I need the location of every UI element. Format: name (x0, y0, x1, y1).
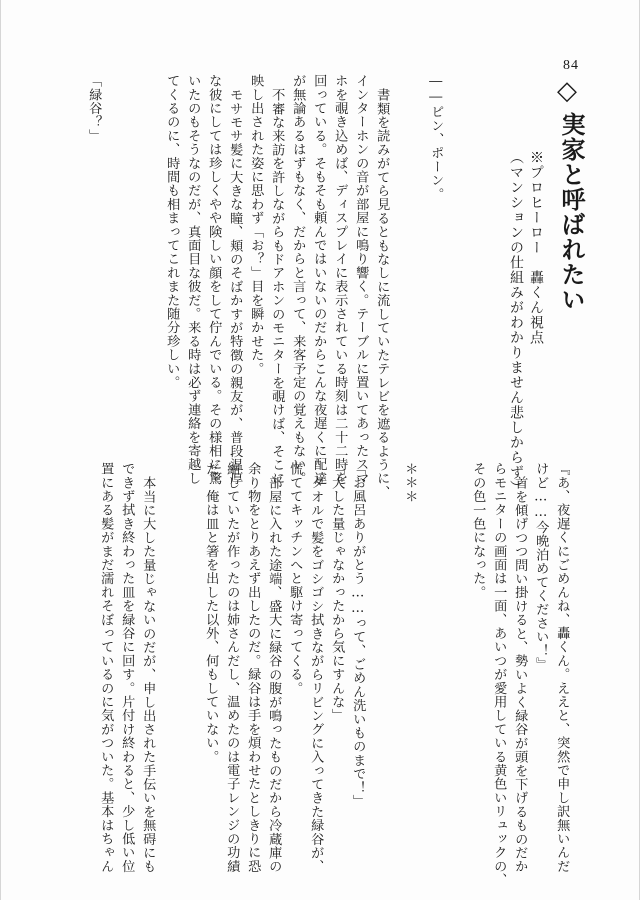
body-line: 書類を読みがてら見るともなしに流していたテレビを遮るように、 (374, 88, 390, 499)
body-line: いたのもそうなのだが、真面目な彼だ。来る時は必ず連絡を寄越し (185, 74, 201, 485)
body-line: ホを覗き込めば、ディスプレイに表示されている時刻は二十二時を (332, 74, 348, 485)
body-line: できず拭き終わった皿を緑谷に回す。片付け終わると、少し低い位 (119, 462, 135, 873)
diamond-icon: ◇ (557, 76, 577, 106)
body-line: タオルで髪をゴシゴシ拭きながらリビングに入ってきた緑谷が、 (308, 476, 324, 874)
body-line: 不審な来訪を許しながらもドアホンのモニターを覗けば、そこに (269, 88, 285, 486)
body-line: 首を傾げつつ問い掛けると、勢いよく緑谷が頭を下げるものだか (512, 476, 528, 874)
chime-text: ――ピン、ポーン。 (428, 74, 444, 201)
body-line: 余り物をとりあえず出したのだ。緑谷は手を煩わせたとしきりに恐 (245, 462, 261, 873)
body-line: 映し出された姿に思わず「お？」目を瞬かせた。 (248, 74, 264, 376)
body-line: が無論あるはずもなく、だからと言って、来客予定の覚えもない。 (290, 74, 306, 485)
body-line: な彼にしては珍しくやや険しい顔をして佇んでいる。その様相に驚 (206, 74, 222, 485)
chapter-title: 実家と呼ばれたい (557, 112, 585, 312)
body-line: 慌ててキッチンへと駆け寄ってくる。 (287, 462, 303, 695)
body-line: けど……今晩泊めてください！』 (533, 462, 549, 672)
body-line: 部屋に入れた途端、盛大に緑谷の腹が鳴ったものだから冷蔵庫の (266, 476, 282, 874)
body-line: 『あ、夜遅くにごめんね、轟くん。ええと、突然で申し訳無いんだ (554, 462, 570, 873)
body-line: 置にある髪がまだ濡れそぼっているのに気がついた。基本はちゃん (98, 462, 114, 873)
body-line: 「大した量じゃなかったから気にすんな」 (329, 462, 345, 723)
body-line: 「お風呂ありがとう……って、ごめん洗いものまで！」 (350, 462, 366, 809)
body-line: 「緑谷？」 (86, 74, 102, 143)
chapter-subtitle: ※プロヒーロー 轟くん視点 (528, 150, 544, 345)
body-line: 回っている。そもそも頼んではいないのだからこんな夜遅くに配達 (311, 74, 327, 485)
body-line: だ。俺は皿と箸を出した以外、何もしていない。 (203, 462, 219, 764)
scene-break: ＊＊＊ (402, 462, 418, 504)
body-line: インターホンの音が部屋に鳴り響く。テーブルに置いてあったスマ (353, 74, 369, 485)
chapter-note: （マンションの仕組みがわかりません悲しからず） (508, 150, 524, 495)
body-line: モサモサ髪に大きな瞳、頬のそばかすが特徴の親友が、普段温厚 (227, 88, 243, 486)
body-line: らモニターの画面は一面、あいつが愛用している黄色いリュックの、 (491, 462, 507, 887)
body-line: てくるのに、時間も相まってこれまた随分珍しい。 (164, 74, 180, 390)
page-number: 84 (563, 58, 579, 73)
body-line: 縮していたが作ったのは姉さんだし、温めたのは電子レンジの功績 (224, 462, 240, 873)
body-line: その色一色になった。 (470, 462, 486, 599)
body-line: 本当に大した量じゃないのだが、申し出された手伝いを無碍にも (140, 476, 156, 874)
